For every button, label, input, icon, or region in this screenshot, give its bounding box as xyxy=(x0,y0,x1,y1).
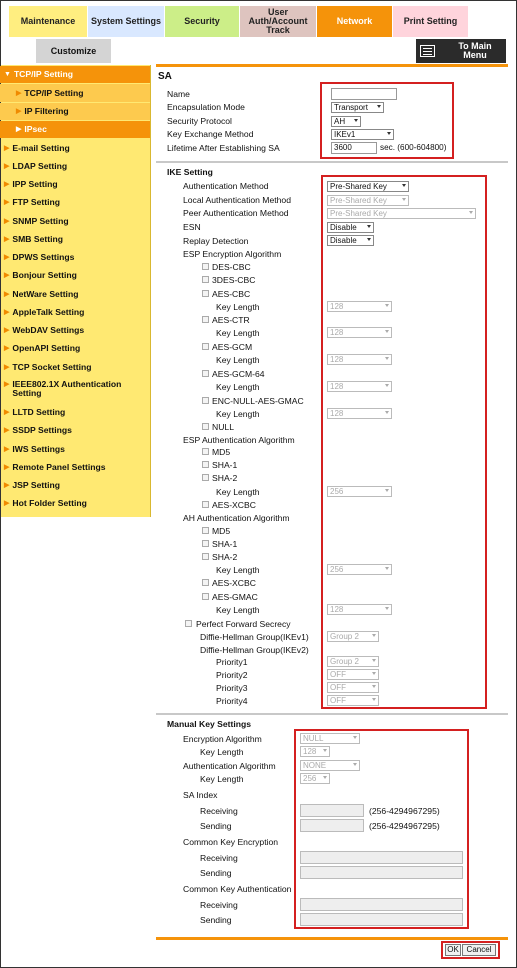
sidebar-item-label: Bonjour Setting xyxy=(12,269,77,280)
cke-sending-input[interactable] xyxy=(300,866,463,879)
select-value: 256 xyxy=(303,774,317,783)
esp-auth-aes-xcbc-label: AES-XCBC xyxy=(212,500,256,510)
ah-auth-aes-xcbc-label: AES-XCBC xyxy=(212,578,256,588)
sa-index-label: SA Index xyxy=(183,790,218,800)
ah-auth-aes-gmac-checkbox[interactable] xyxy=(202,593,209,600)
select-value: Pre-Shared Key xyxy=(330,196,387,205)
cka-sending-label: Sending xyxy=(200,915,232,925)
esp-auth-sha2-label: SHA-2 xyxy=(212,473,238,483)
sidebar-item-label: WebDAV Settings xyxy=(12,324,85,335)
select-value: NULL xyxy=(303,734,324,743)
priority2-select[interactable] xyxy=(327,669,379,680)
sidebar-item-ipp[interactable]: ▶ IPP Setting xyxy=(4,178,58,189)
sidebar-item-jsp[interactable]: ▶ JSP Setting xyxy=(4,479,60,490)
sa-lifetime-input[interactable]: 3600 xyxy=(331,142,377,154)
key-length-label: Key Length xyxy=(216,382,260,392)
priority1-label: Priority1 xyxy=(216,657,248,667)
select-value: 128 xyxy=(330,382,344,391)
ah-auth-md5-checkbox[interactable] xyxy=(202,527,209,534)
ah-aes-gmac-key-length-select[interactable] xyxy=(327,604,392,615)
sidebar-item-ieee8021x[interactable]: ▶ IEEE802.1X Authentication Setting xyxy=(0,378,150,402)
sidebar-child-tcpip[interactable]: ▶ TCP/IP Setting xyxy=(0,84,150,102)
key-length-label: Key Length xyxy=(216,302,260,312)
sidebar-item-label: DPWS Settings xyxy=(12,251,75,262)
ah-auth-label: AH Authentication Algorithm xyxy=(183,513,290,523)
chevron-down-icon xyxy=(385,330,389,333)
select-value: 256 xyxy=(330,565,344,574)
ike-replay-label: Replay Detection xyxy=(183,236,249,246)
ike-esn-select[interactable] xyxy=(327,222,374,233)
chevron-down-icon xyxy=(385,607,389,610)
sidebar-item-ftp[interactable]: ▶ FTP Setting xyxy=(4,196,60,207)
sa-index-receiving-input[interactable] xyxy=(300,804,364,817)
manual-auth-keylen-select[interactable] xyxy=(300,773,330,784)
sidebar-item-label: LDAP Setting xyxy=(12,160,68,171)
select-value: 128 xyxy=(330,409,344,418)
ah-auth-aes-xcbc-checkbox[interactable] xyxy=(202,579,209,586)
esp-enc-aes-gcm-64-label: AES-GCM-64 xyxy=(212,369,265,379)
ike-local-auth-label: Local Authentication Method xyxy=(183,195,291,205)
esp-enc-3des-cbc-label: 3DES-CBC xyxy=(212,275,256,285)
ike-esn-label: ESN xyxy=(183,222,201,232)
sidebar-item-netware[interactable]: ▶ NetWare Setting xyxy=(4,288,79,299)
ok-button[interactable]: OK xyxy=(445,944,461,956)
chevron-down-icon xyxy=(323,749,327,752)
content-bottom-border xyxy=(156,937,508,940)
tab-system-settings[interactable]: System Settings xyxy=(88,6,164,37)
divider xyxy=(156,161,508,163)
chevron-down-icon xyxy=(385,489,389,492)
manual-auth-select[interactable] xyxy=(300,760,360,771)
select-value: 128 xyxy=(330,605,344,614)
chevron-down-icon xyxy=(372,634,376,637)
select-value: Pre-Shared Key xyxy=(330,182,387,191)
cke-receiving-input[interactable] xyxy=(300,851,463,864)
sidebar-item-label: IEEE802.1X Authentication Setting xyxy=(12,379,122,398)
tab-network[interactable]: Network xyxy=(317,6,392,37)
cka-sending-input[interactable] xyxy=(300,913,463,926)
sidebar-item-snmp[interactable]: ▶ SNMP Setting xyxy=(4,215,69,226)
sidebar-item-label: IPP Setting xyxy=(12,178,58,189)
priority3-select[interactable] xyxy=(327,682,379,693)
sidebar-item-webdav[interactable]: ▶ WebDAV Settings xyxy=(4,324,85,335)
sidebar-item-label: Remote Panel Settings xyxy=(12,461,106,472)
ike-replay-select[interactable] xyxy=(327,235,374,246)
sidebar-item-tcp-socket[interactable]: ▶ TCP Socket Setting xyxy=(4,361,92,372)
ike-auth-method-label: Authentication Method xyxy=(183,181,269,191)
key-length-label: Key Length xyxy=(216,487,260,497)
sidebar-item-label: TCP Socket Setting xyxy=(12,361,92,372)
esp-enc-null-checkbox[interactable] xyxy=(202,423,209,430)
manual-auth-label: Authentication Algorithm xyxy=(183,761,276,771)
sidebar-item-label: IPsec xyxy=(24,124,47,134)
dh-ikev1-label: Diffie-Hellman Group(IKEv1) xyxy=(200,632,309,642)
select-value: 128 xyxy=(303,747,317,756)
sidebar-item-label: SSDP Settings xyxy=(12,424,72,435)
chevron-down-icon xyxy=(385,411,389,414)
esp-enc-aes-cbc-checkbox[interactable] xyxy=(202,290,209,297)
sa-index-sending-label: Sending xyxy=(200,821,232,831)
esp-enc-null-aes-gmac-label: ENC-NULL-AES-GMAC xyxy=(212,396,304,406)
ike-peer-auth-select[interactable] xyxy=(327,208,476,219)
select-value: 256 xyxy=(330,487,344,496)
esp-auth-sha1-checkbox[interactable] xyxy=(202,461,209,468)
ah-auth-sha2-label: SHA-2 xyxy=(212,552,238,562)
sidebar-child-ipsec[interactable]: ▶ IPsec xyxy=(0,121,150,138)
chevron-down-icon xyxy=(402,198,406,201)
cancel-button[interactable]: Cancel xyxy=(462,944,496,956)
sa-index-sending-range: (256-4294967295) xyxy=(369,821,440,831)
sidebar-item-label: SMB Setting xyxy=(12,233,63,244)
key-length-label: Key Length xyxy=(216,605,260,615)
select-value: 128 xyxy=(330,355,344,364)
esp-enc-3des-cbc-checkbox[interactable] xyxy=(202,276,209,283)
aes-ctr-key-length-select[interactable] xyxy=(327,327,392,338)
esp-enc-des-cbc-checkbox[interactable] xyxy=(202,263,209,270)
key-length-label: Key Length xyxy=(216,355,260,365)
ah-auth-sha2-checkbox[interactable] xyxy=(202,553,209,560)
chevron-down-icon xyxy=(402,184,406,187)
sa-kex-label: Key Exchange Method xyxy=(167,129,254,139)
sidebar-item-label: TCP/IP Setting xyxy=(13,69,73,79)
tab-user-auth[interactable]: User Auth/Account Track xyxy=(240,6,316,37)
select-value: OFF xyxy=(330,696,346,705)
chevron-down-icon xyxy=(372,659,376,662)
sidebar-item-tcpip-group[interactable]: ▼ TCP/IP Setting xyxy=(0,66,150,83)
sidebar-item-label: LLTD Setting xyxy=(12,406,66,417)
divider xyxy=(156,713,508,715)
select-value: Disable xyxy=(330,236,357,245)
sa-lifetime-unit: sec. (600-604800) xyxy=(380,143,447,152)
esp-enc-aes-cbc-label: AES-CBC xyxy=(212,289,251,299)
pfs-checkbox[interactable] xyxy=(185,620,192,627)
esp-enc-aes-gcm-checkbox[interactable] xyxy=(202,343,209,350)
ah-auth-sha1-checkbox[interactable] xyxy=(202,540,209,547)
chevron-down-icon xyxy=(385,357,389,360)
priority2-label: Priority2 xyxy=(216,670,248,680)
select-value: 128 xyxy=(330,302,344,311)
to-main-menu-button[interactable] xyxy=(416,39,506,63)
chevron-down-icon xyxy=(387,132,391,135)
manual-enc-keylen-select[interactable] xyxy=(300,746,330,757)
main-menu-icon xyxy=(420,45,435,57)
select-value: AH xyxy=(334,117,346,126)
aes-gcm-key-length-select[interactable] xyxy=(327,354,392,365)
esp-auth-sha1-label: SHA-1 xyxy=(212,460,238,470)
sidebar-item-email[interactable]: ▶ E-mail Setting xyxy=(4,142,70,153)
esp-enc-aes-ctr-checkbox[interactable] xyxy=(202,316,209,323)
sa-proto-select[interactable] xyxy=(331,116,361,127)
sidebar-item-appletalk[interactable]: ▶ AppleTalk Setting xyxy=(4,306,85,317)
esp-enc-null-label: NULL xyxy=(212,422,234,432)
sa-encap-label: Encapsulation Mode xyxy=(167,102,245,112)
tab-print-setting[interactable]: Print Setting xyxy=(393,6,468,37)
to-main-menu-label: To Main Menu xyxy=(458,41,492,60)
sidebar-item-label: OpenAPI Setting xyxy=(12,342,81,353)
priority1-select[interactable] xyxy=(327,656,379,667)
select-value: Pre-Shared Key xyxy=(330,209,387,218)
sidebar-item-remote-panel[interactable]: ▶ Remote Panel Settings xyxy=(4,461,106,472)
sa-title: SA xyxy=(158,71,172,82)
sidebar-item-dpws[interactable]: ▶ DPWS Settings xyxy=(4,251,75,262)
sidebar-item-smb[interactable]: ▶ SMB Setting xyxy=(4,233,63,244)
sidebar-item-lltd[interactable]: ▶ LLTD Setting xyxy=(4,406,66,417)
key-length-label: Key Length xyxy=(216,409,260,419)
ah-auth-md5-label: MD5 xyxy=(212,526,231,536)
select-value: IKEv1 xyxy=(334,130,356,139)
sidebar-item-label: JSP Setting xyxy=(12,479,60,490)
esp-enc-aes-gcm-64-checkbox[interactable] xyxy=(202,370,209,377)
dh-ikev1-select[interactable] xyxy=(327,631,379,642)
priority4-label: Priority4 xyxy=(216,696,248,706)
select-value: Group 2 xyxy=(330,657,359,666)
ike-highlight-box xyxy=(321,175,487,709)
content-top-border xyxy=(156,64,508,67)
sa-name-input[interactable] xyxy=(331,88,397,100)
select-value: Transport xyxy=(334,103,368,112)
esp-enc-label: ESP Encryption Algorithm xyxy=(183,249,282,259)
cke-sending-label: Sending xyxy=(200,868,232,878)
ike-local-auth-select[interactable] xyxy=(327,195,409,206)
sa-name-label: Name xyxy=(167,89,190,99)
priority4-select[interactable] xyxy=(327,695,379,706)
manual-enc-label: Encryption Algorithm xyxy=(183,734,262,744)
sa-encap-select[interactable] xyxy=(331,102,384,113)
sa-lifetime-label: Lifetime After Establishing SA xyxy=(167,143,280,153)
key-length-label: Key Length xyxy=(216,328,260,338)
ah-auth-aes-gmac-label: AES-GMAC xyxy=(212,592,258,602)
sa-index-sending-input[interactable] xyxy=(300,819,364,832)
sidebar-child-ip-filtering[interactable]: ▶ IP Filtering xyxy=(0,103,150,120)
esp-enc-aes-ctr-label: AES-CTR xyxy=(212,315,250,325)
sidebar-item-label: Hot Folder Setting xyxy=(12,497,87,508)
manual-title: Manual Key Settings xyxy=(167,719,252,729)
sidebar-item-label: SNMP Setting xyxy=(12,215,69,226)
esp-sha2-key-length-select[interactable] xyxy=(327,486,392,497)
sidebar-item-label: IWS Settings xyxy=(12,443,65,454)
chevron-down-icon xyxy=(372,672,376,675)
ah-sha2-key-length-select[interactable] xyxy=(327,564,392,575)
tab-security[interactable]: Security xyxy=(165,6,239,37)
ike-peer-auth-label: Peer Authentication Method xyxy=(183,208,289,218)
chevron-down-icon xyxy=(372,698,376,701)
sidebar-item-openapi[interactable]: ▶ OpenAPI Setting xyxy=(4,342,81,353)
esp-auth-md5-label: MD5 xyxy=(212,447,231,457)
select-value: Disable xyxy=(330,223,357,232)
sidebar-item-label: NetWare Setting xyxy=(12,288,79,299)
cka-label: Common Key Authentication xyxy=(183,884,292,894)
chevron-down-icon xyxy=(354,119,358,122)
sa-index-receiving-label: Receiving xyxy=(200,806,238,816)
aes-gcm-64-key-length-select[interactable] xyxy=(327,381,392,392)
sa-kex-select[interactable] xyxy=(331,129,394,140)
chevron-down-icon xyxy=(385,567,389,570)
chevron-down-icon xyxy=(353,763,357,766)
cka-receiving-label: Receiving xyxy=(200,900,238,910)
ike-title: IKE Setting xyxy=(167,167,213,177)
chevron-down-icon xyxy=(323,776,327,779)
sidebar-item-label: IP Filtering xyxy=(24,106,69,116)
sidebar-item-label: TCP/IP Setting xyxy=(24,87,84,98)
esp-enc-des-cbc-label: DES-CBC xyxy=(212,262,251,272)
esp-enc-aes-gcm-label: AES-GCM xyxy=(212,342,253,352)
esp-auth-md5-checkbox[interactable] xyxy=(202,448,209,455)
sidebar-item-hot-folder[interactable]: ▶ Hot Folder Setting xyxy=(4,497,87,508)
manual-auth-keylen-label: Key Length xyxy=(200,774,244,784)
select-value: OFF xyxy=(330,670,346,679)
select-value: 128 xyxy=(330,328,344,337)
dh-ikev2-label: Diffie-Hellman Group(IKEv2) xyxy=(200,645,309,655)
chevron-down-icon xyxy=(353,736,357,739)
manual-enc-keylen-label: Key Length xyxy=(200,747,244,757)
pfs-label: Perfect Forward Secrecy xyxy=(196,619,291,629)
sa-index-receiving-range: (256-4294967295) xyxy=(369,806,440,816)
sidebar-item-ssdp[interactable]: ▶ SSDP Settings xyxy=(4,424,72,435)
sidebar-item-iws[interactable]: ▶ IWS Settings xyxy=(4,443,65,454)
sidebar-item-bonjour[interactable]: ▶ Bonjour Setting xyxy=(4,269,77,280)
select-value: OFF xyxy=(330,683,346,692)
select-value: NONE xyxy=(303,761,327,770)
esp-auth-sha2-checkbox[interactable] xyxy=(202,474,209,481)
sidebar-item-label: E-mail Setting xyxy=(12,142,70,153)
chevron-down-icon xyxy=(385,304,389,307)
chevron-down-icon xyxy=(367,225,371,228)
tab-customize[interactable]: Customize xyxy=(36,39,111,63)
ike-auth-method-select[interactable] xyxy=(327,181,409,192)
esp-auth-aes-xcbc-checkbox[interactable] xyxy=(202,501,209,508)
sidebar-item-ldap[interactable]: ▶ LDAP Setting xyxy=(4,160,68,171)
cka-receiving-input[interactable] xyxy=(300,898,463,911)
chevron-down-icon xyxy=(377,105,381,108)
key-length-label: Key Length xyxy=(216,565,260,575)
esp-enc-null-aes-gmac-checkbox[interactable] xyxy=(202,397,209,404)
sidebar-item-label: AppleTalk Setting xyxy=(12,306,85,317)
select-value: Group 2 xyxy=(330,632,359,641)
priority3-label: Priority3 xyxy=(216,683,248,693)
esp-auth-label: ESP Authentication Algorithm xyxy=(183,435,295,445)
chevron-down-icon xyxy=(367,238,371,241)
ah-auth-sha1-label: SHA-1 xyxy=(212,539,238,549)
tab-maintenance[interactable]: Maintenance xyxy=(9,6,87,37)
null-aes-gmac-key-length-select[interactable] xyxy=(327,408,392,419)
chevron-down-icon xyxy=(372,685,376,688)
manual-enc-select[interactable] xyxy=(300,733,360,744)
sa-proto-label: Security Protocol xyxy=(167,116,232,126)
chevron-down-icon xyxy=(469,211,473,214)
aes-cbc-key-length-select[interactable] xyxy=(327,301,392,312)
sidebar-item-label: FTP Setting xyxy=(12,196,60,207)
cke-label: Common Key Encryption xyxy=(183,837,279,847)
chevron-down-icon xyxy=(385,384,389,387)
cke-receiving-label: Receiving xyxy=(200,853,238,863)
